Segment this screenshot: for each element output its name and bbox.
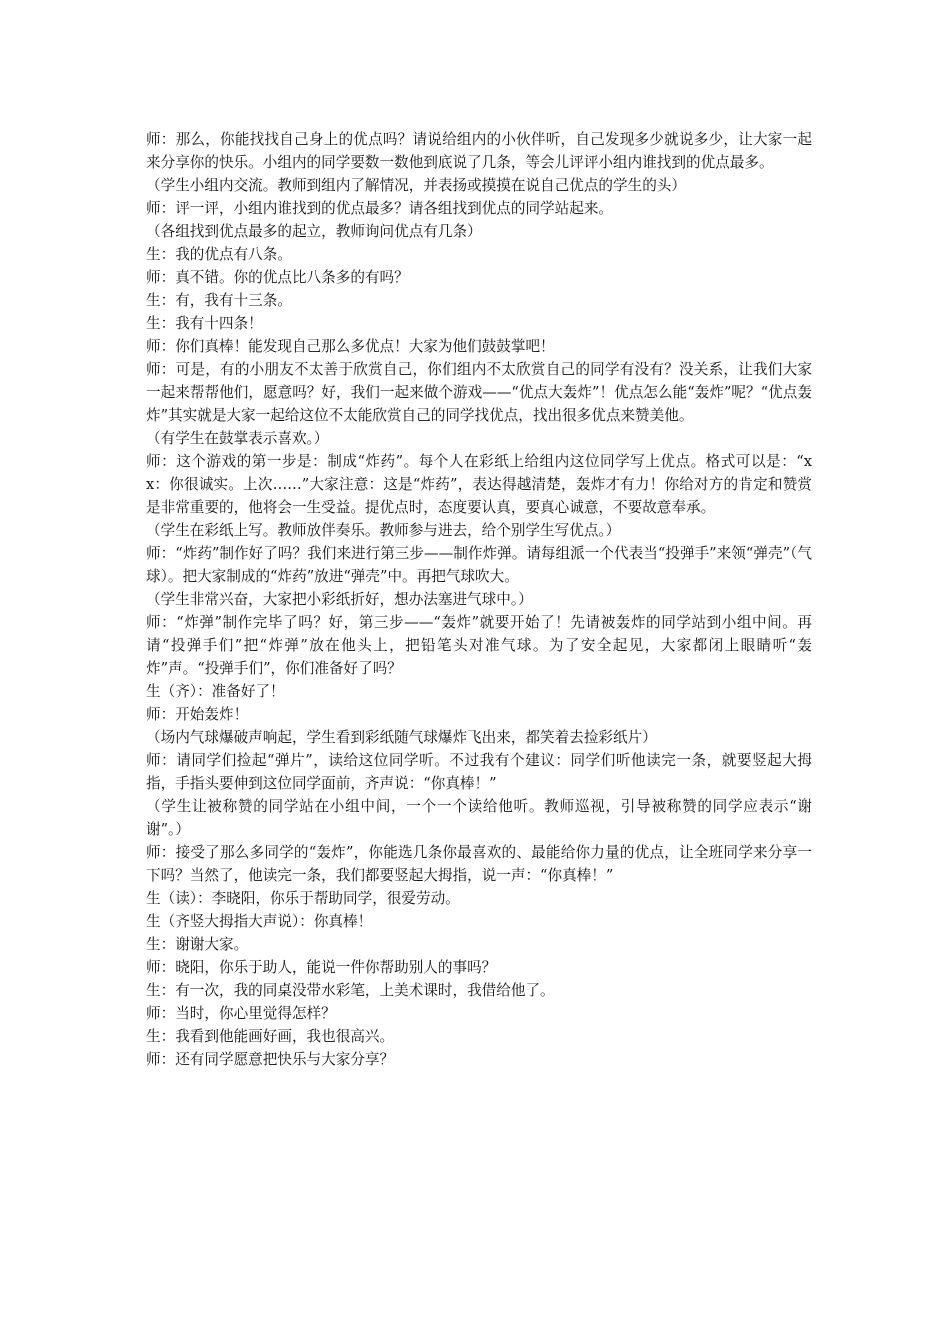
paragraph: （各组找到优点最多的起立，教师询问优点有几条） [146,223,482,240]
paragraph: 师：晓阳，你乐于助人，能说一件你帮助别人的事吗？ [146,959,497,976]
paragraph: （有学生在鼓掌表示喜欢。） [146,430,329,447]
paragraph: （学生小组内交流。教师到组内了解情况，并表扬或摸摸在说自己优点的学生的头） [146,177,686,194]
paragraph: 师：请同学们捡起“弹片”，读给这位同学听。不过我有个建议：同学们听他读完一条，就要竖起大拇指，手指头要伸到这位同学面前，齐声说：“你真棒！” [146,752,812,792]
paragraph: 师：接受了那么多同学的“轰炸”，你能选几条你最喜欢的、最能给你力量的优点，让全班同学来分享一下吗？当然了，他读完一条，我们都要竖起大拇指，说一声：“你真棒！” [146,844,812,884]
paragraph: 师：这个游戏的第一步是：制成“炸药”。每个人在彩纸上给组内这位同学写上优点。格式可以是：“xx：你很诚实。上次……”大家注意：这是“炸药”，表达得越清楚，轰炸才有力！你给对方的肯定和赞赏是非常重要的，他将会一生受益。提优点时，态度要认真，要真心诚意，不要故意奉承。 [146,453,812,516]
paragraph: 生：我的优点有八条。 [146,246,292,263]
paragraph: 师：真不错。你的优点比八条多的有吗？ [146,269,409,286]
paragraph: 师：当时，你心里觉得怎样？ [146,1005,336,1022]
paragraph: （学生在彩纸上写。教师放伴奏乐。教师参与进去，给个别学生写优点。） [146,522,621,539]
paragraph: 师：还有同学愿意把快乐与大家分享？ [146,1051,395,1068]
paragraph: 生：有，我有十三条。 [146,292,292,309]
paragraph: 师：那么，你能找找自己身上的优点吗？请说给组内的小伙伴听，自己发现多少就说多少，让大家一起来分享你的快乐。小组内的同学要数一数他到底说了几条，等会儿评评小组内谁找到的优点最多。 [146,131,812,171]
paragraph: 生：我看到他能画好画，我也很高兴。 [146,1028,395,1045]
paragraph: 生：有一次，我的同桌没带水彩笔，上美术课时，我借给他了。 [146,982,555,999]
paragraph: 生：我有十四条！ [146,315,263,332]
paragraph: 师：“炸药”制作好了吗？我们来进行第三步——制作炸弹。请每组派一个代表当“投弹手”来领“弹壳”（气球）。把大家制成的“炸药”放进“弹壳”中。再把气球吹大。 [146,545,812,585]
paragraph: （学生让被称赞的同学站在小组中间，一个一个读给他听。教师巡视，引导被称赞的同学应表示“谢谢”。） [146,798,812,838]
paragraph: （学生非常兴奋，大家把小彩纸折好，想办法塞进气球中。） [146,591,533,608]
paragraph: 生（齐）：准备好了！ [146,683,285,700]
paragraph: 师：评一评，小组内谁找到的优点最多？请各组找到优点的同学站起来。 [146,200,614,217]
paragraph: （场内气球爆破声响起，学生看到彩纸随气球爆炸飞出来，都笑着去捡彩纸片） [146,729,657,746]
paragraph: 生（读）：李晓阳，你乐于帮助同学，很爱劳动。 [146,890,460,907]
paragraph: 生：谢谢大家。 [146,936,249,953]
paragraph: 师：你们真棒！能发现自己那么多优点！大家为他们鼓鼓掌吧！ [146,338,555,355]
paragraph: 师：可是，有的小朋友不太善于欣赏自己，你们组内不太欣赏自己的同学有没有？没关系，让我们大家一起来帮帮他们，愿意吗？好，我们一起来做个游戏——“优点大轰炸”！优点怎么能“轰炸”呢？“优点轰炸”其实就是大家一起给这位不太能欣赏自己的同学找优点，找出很多优点来赞美他。 [146,361,812,424]
paragraph: 师：“炸弹”制作完毕了吗？好，第三步——“轰炸”就要开始了！先请被轰炸的同学站到小组中间。再请“投弹手们”把“炸弹”放在他头上，把铅笔头对准气球。为了安全起见，大家都闭上眼睛听“轰炸”声。“投弹手们”，你们准备好了吗？ [146,614,812,677]
document-body [146,128,812,1071]
paragraph: 生（齐竖大拇指大声说）：你真棒！ [146,913,373,930]
paragraph: 师：开始轰炸！ [146,706,249,723]
